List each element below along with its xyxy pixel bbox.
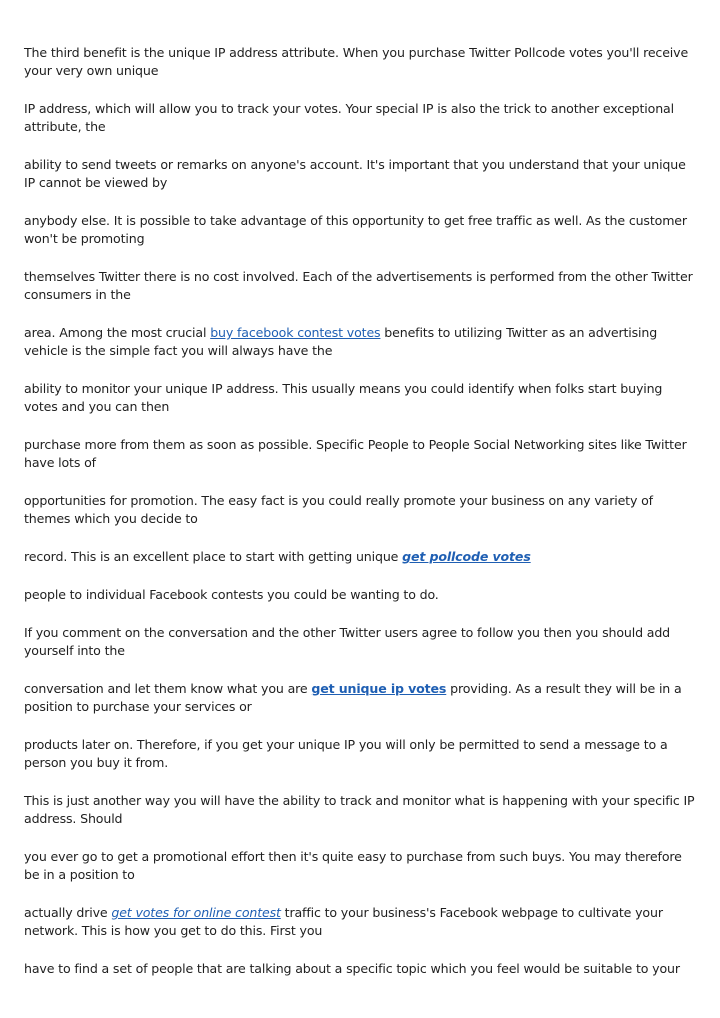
paragraph-11: people to individual Facebook contests you could be wanting to do. (24, 587, 439, 602)
paragraph-5: themselves Twitter there is no cost involved. Each of the advertisements is performed from the other Twitter consumers in the (24, 269, 693, 302)
paragraph-13-text-after: providing. As a result they will be in a position to purchase your services or (24, 681, 682, 714)
paragraph-14: products later on. Therefore, if you get your unique IP you will only be permitted to send a message to a person you buy it from. (24, 737, 668, 770)
paragraph-16: you ever go to get a promotional effort then it's quite easy to purchase from such buys. You may therefore be in a position to (24, 849, 682, 882)
paragraph-6-text-after: benefits to utilizing Twitter as an advertising vehicle is the simple fact you will always have the (24, 325, 658, 358)
paragraph-3: ability to send tweets or remarks on anyone's account. It's important that you understand that your unique IP cannot be viewed by (24, 157, 686, 190)
paragraph-10 (24, 548, 696, 566)
paragraph-17-text-after: traffic to your business's Facebook webpage to cultivate your network. This is how you get to do this. First you (24, 905, 663, 938)
paragraph-13 (24, 680, 696, 716)
paragraph-2: IP address, which will allow you to track your votes. Your special IP is also the trick to another exceptional attribute, the (24, 101, 674, 134)
paragraph-7: ability to monitor your unique IP address. This usually means you could identify when folks start buying votes and you can then (24, 381, 663, 414)
paragraph-4: anybody else. It is possible to take advantage of this opportunity to get free traffic as well. As the customer won't be promoting (24, 213, 687, 246)
get-votes-for-online-contest-link[interactable]: get votes for online contest (111, 905, 281, 920)
paragraph-15: This is just another way you will have the ability to track and monitor what is happening with your specific IP address. Should (24, 793, 695, 826)
paragraph-17 (24, 904, 696, 940)
buy-facebook-contest-votes-link[interactable]: buy facebook contest votes (210, 325, 381, 340)
paragraph-12: If you comment on the conversation and the other Twitter users agree to follow you then you should add yourself into the (24, 625, 671, 658)
paragraph-6 (24, 324, 696, 360)
paragraph-8: purchase more from them as soon as possible. Specific People to People Social Networking sites like Twitter have lots of (24, 437, 687, 470)
get-pollcode-votes-link[interactable]: get pollcode votes (402, 549, 531, 564)
paragraph-18: have to find a set of people that are talking about a specific topic which you feel would be suitable to your (24, 961, 680, 976)
paragraph-1: The third benefit is the unique IP address attribute. When you purchase Twitter Pollcode votes you'll receive your very own unique (24, 45, 689, 78)
paragraph-17-text-before: actually drive (24, 905, 112, 920)
paragraph-9: opportunities for promotion. The easy fact is you could really promote your business on any variety of themes which you decide to (24, 493, 653, 526)
get-unique-ip-votes-link[interactable]: get unique ip votes (311, 681, 447, 696)
paragraph-10-text-before: record. This is an excellent place to start with getting unique (24, 549, 403, 564)
paragraph-13-text-before: conversation and let them know what you are (24, 681, 312, 696)
paragraph-6-text-before: area. Among the most crucial (24, 325, 211, 340)
